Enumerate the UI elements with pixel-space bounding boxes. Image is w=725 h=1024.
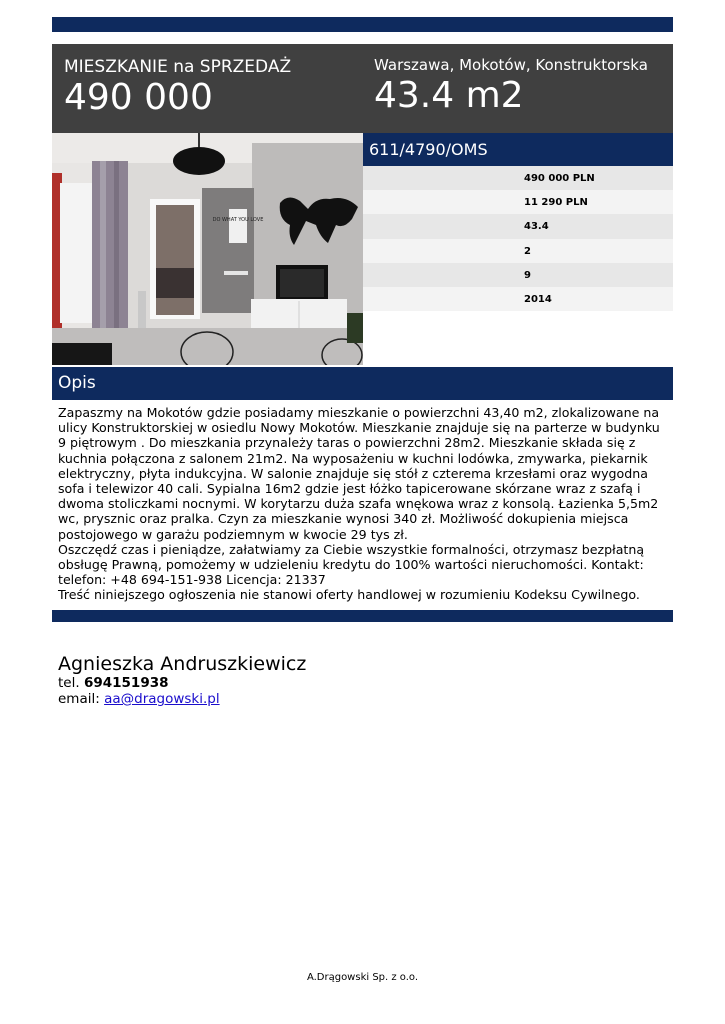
reference-number: 611/4790/OMS bbox=[369, 140, 488, 159]
param-row bbox=[363, 287, 673, 311]
listing-price: 490 000 bbox=[64, 77, 213, 118]
description-body bbox=[58, 405, 670, 603]
agent-phone: 694151938 bbox=[83, 675, 169, 691]
description-paragraph: Oszczędź czas i pieniądze, załatwiamy za Ciebie wszystkie formalności, otrzymasz bezpłatną obsługę Prawną, pomożemy w udzieleniu kredytu do 100% wartości nieruchomości. Kontakt: telefon: +48 694-151-938 Licencja: 21337 bbox=[58, 541, 645, 588]
company-footer: A.Drągowski Sp. z o.o. bbox=[306, 972, 419, 983]
agent-email-line bbox=[58, 691, 306, 707]
listing-location: Warszawa, Mokotów, Konstruktorska bbox=[374, 56, 648, 74]
params-table bbox=[363, 166, 673, 311]
phone-label: tel. bbox=[58, 675, 80, 691]
listing-area: 43.4 m2 bbox=[374, 75, 524, 116]
description-paragraph: Treść niniejszego ogłoszenia nie stanowi oferty handlowej w rozumieniu Kodeksu Cywilnego. bbox=[58, 587, 640, 603]
listing-type: MIESZKANIE na SPRZEDAŻ bbox=[64, 57, 292, 77]
bottom-bar bbox=[52, 610, 673, 622]
agent-contact bbox=[58, 653, 306, 707]
top-bar bbox=[52, 17, 673, 32]
living-room-illustration bbox=[52, 133, 363, 365]
param-row bbox=[363, 190, 673, 214]
email-label: email: bbox=[58, 691, 100, 707]
reference-header bbox=[363, 133, 673, 166]
description-header bbox=[52, 367, 673, 400]
param-row bbox=[363, 239, 673, 263]
wall-poster bbox=[229, 209, 247, 243]
param-value: 2014 bbox=[524, 293, 552, 305]
apartment-photo bbox=[52, 133, 363, 365]
agent-phone-line bbox=[58, 675, 306, 691]
param-value: 2 bbox=[524, 245, 531, 257]
param-value: 11 290 PLN bbox=[524, 197, 588, 209]
param-value: 43.4 bbox=[524, 221, 549, 233]
param-row bbox=[363, 214, 673, 238]
agent-name: Agnieszka Andruszkiewicz bbox=[58, 653, 307, 675]
param-value: 490 000 PLN bbox=[524, 173, 595, 184]
poster-text: DO WHAT YOU LOVE bbox=[212, 217, 264, 223]
agent-email-link[interactable]: aa@dragowski.pl bbox=[104, 691, 220, 707]
param-value: 9 bbox=[524, 269, 531, 281]
description-paragraph: Zapaszmy na Mokotów gdzie posiadamy mieszkanie o powierzchni 43,40 m2, zlokalizowane na ulicy Konstruktorskiej w osiedlu Nowy Mokotów. Mieszkanie znajduje się na parterze w budynku 9 piętrowym . Do mieszkania przynależy taras o powierzchni 28m2. Mieszkanie składa się z kuchnia połączona z salonem 21m2. Na wyposażeniu w kuchni lodówka, zmywarka, piekarnik elektryczny, płyta indukcyjna. W salonie znajduje się stół z czterema krzesłami oraz wygodna sofa i telewizor 40 cali. Sypialna 16m2 gdzie jest łóżko tapicerowane skórzane wraz z szafą i dwoma stoliczkami nocnymi. W korytarzu duża szafa wnękowa wraz z konsolą. Łazienka 5,5m2 wc, prysznic oraz pralka. Czyn za mieszkanie wynosi 340 zł. Możliwość dokupienia miejsca postojowego w garażu podziemnym w kwocie 29 tys zł. bbox=[58, 405, 660, 542]
description-heading: Opis bbox=[58, 373, 96, 393]
param-row bbox=[363, 166, 673, 190]
listing-header bbox=[52, 44, 673, 133]
param-row bbox=[363, 263, 673, 287]
